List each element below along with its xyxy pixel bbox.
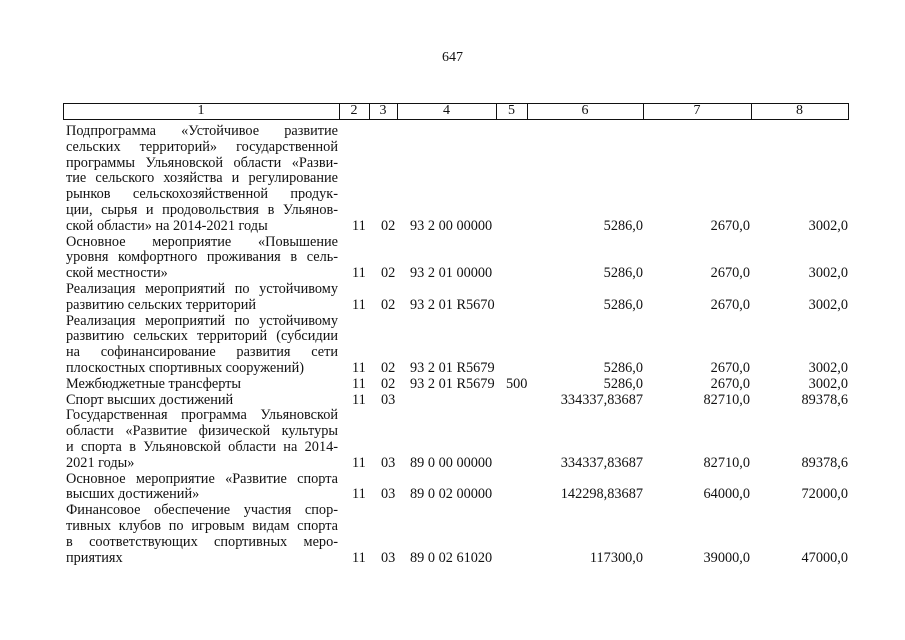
row-description	[66, 408, 338, 471]
page-number: 647	[442, 50, 463, 65]
header-col-2: 2	[350, 103, 358, 118]
table-body	[0, 124, 905, 566]
row-c2-cell: 11	[352, 265, 366, 282]
table-row	[0, 235, 905, 282]
table-row	[0, 503, 905, 566]
row-c8-cell: 3002,0	[808, 296, 848, 313]
row-c4-cell: 89 0 02 00000	[410, 486, 493, 503]
row-c6-cell: 334337,83687	[560, 454, 643, 471]
row-c6-cell: 5286,0	[603, 296, 643, 313]
row-c8-cell: 47000,0	[801, 549, 848, 566]
row-description-line: и спорта в Ульяновской области на 2014-	[66, 438, 338, 455]
row-c3-cell: 03	[381, 549, 396, 566]
row-c3-cell: 02	[381, 296, 396, 313]
row-description-line: Подпрограмма «Устойчивое развитие	[66, 123, 338, 139]
row-c6-cell: 142298,83687	[560, 486, 643, 503]
row-c7-cell: 82710,0	[703, 454, 750, 471]
row-description-line: Межбюджетные трансферты	[66, 375, 242, 392]
row-description-line: плоскостных спортивных сооружений)	[66, 359, 304, 376]
row-c8-cell: 3002,0	[808, 375, 848, 392]
row-description-line: приятиях	[66, 549, 123, 566]
row-c7-cell: 2670,0	[710, 217, 750, 234]
row-c2-cell: 11	[352, 486, 366, 503]
row-c2-cell: 11	[352, 359, 366, 376]
row-c8-cell: 3002,0	[808, 359, 848, 376]
row-description-line: 2021 годы»	[66, 454, 135, 471]
row-c6-cell: 117300,0	[589, 549, 643, 566]
row-c4-cell: 93 2 01 00000	[410, 265, 493, 282]
row-description-line: развитию сельских территорий (субсидии	[66, 328, 338, 345]
header-col-1: 1	[197, 103, 205, 118]
row-description	[66, 393, 338, 409]
row-description-line: на софинансирование развития сети	[66, 344, 338, 361]
row-c8-cell: 72000,0	[801, 486, 848, 503]
row-description-line: Реализация мероприятий по устойчивому	[66, 280, 338, 297]
row-description	[66, 472, 338, 504]
row-description-line: Государственная программа Ульяновской	[66, 407, 338, 424]
table-header	[63, 103, 849, 119]
row-description-line: программы Ульяновской области «Разви-	[66, 154, 338, 171]
header-col-5: 5	[508, 103, 515, 118]
table-row	[0, 314, 905, 377]
row-c2-cell: 11	[352, 454, 366, 471]
row-c3-cell: 03	[381, 486, 396, 503]
row-description-line: ской местности»	[66, 265, 168, 282]
row-description	[66, 314, 338, 377]
header-col-4: 4	[443, 103, 450, 118]
row-c5-cell: 500	[506, 375, 528, 392]
row-c7-cell: 82710,0	[703, 391, 750, 408]
row-description-line: сельских территорий» государственной	[66, 138, 338, 155]
row-c7-cell: 2670,0	[710, 375, 750, 392]
row-c8-cell: 89378,6	[801, 454, 848, 471]
row-description-line: в соответствующих спортивных меро-	[66, 533, 338, 550]
row-c2-cell: 11	[352, 391, 366, 408]
row-description-line: ской области» на 2014-2021 годы	[66, 217, 268, 234]
row-c6-cell: 5286,0	[603, 359, 643, 376]
row-description	[66, 503, 338, 566]
row-description-line: рынков сельскохозяйственной продук-	[66, 186, 338, 203]
table-row	[0, 377, 905, 393]
header-col-3: 3	[379, 103, 387, 118]
row-description-line: тие сельского хозяйства и регулирование	[66, 170, 338, 187]
row-c8-cell: 89378,6	[801, 391, 848, 408]
row-c3-cell: 02	[381, 217, 396, 234]
row-c2-cell: 11	[352, 549, 366, 566]
row-c3-cell: 02	[381, 375, 396, 392]
table-row	[0, 124, 905, 235]
header-col-6: 6	[581, 103, 589, 118]
row-c6-cell: 5286,0	[603, 265, 643, 282]
row-c4-cell: 89 0 00 00000	[410, 454, 493, 471]
header-col-7: 7	[693, 103, 701, 118]
row-description	[66, 282, 338, 314]
table-row	[0, 282, 905, 314]
table-row	[0, 393, 905, 409]
row-c4-cell: 93 2 01 R5679	[410, 359, 495, 376]
row-description-line: Основное мероприятие «Развитие спорта	[66, 470, 338, 487]
table-row	[0, 408, 905, 471]
row-description-line: Основное мероприятие «Повышение	[66, 233, 338, 250]
row-description	[66, 235, 338, 282]
row-description	[66, 124, 338, 235]
row-c7-cell: 39000,0	[703, 549, 750, 566]
row-c4-cell: 93 2 00 00000	[410, 217, 493, 234]
header-bottom-rule	[63, 119, 849, 120]
row-c4-cell: 93 2 01 R5679	[410, 375, 495, 392]
row-c2-cell: 11	[352, 296, 366, 313]
row-description-line: Финансовое обеспечение участия спор-	[66, 502, 338, 519]
row-c3-cell: 03	[381, 454, 396, 471]
row-c8-cell: 3002,0	[808, 265, 848, 282]
row-c3-cell: 02	[381, 359, 396, 376]
row-description-line: тивных клубов по игровым видам спорта	[66, 517, 338, 534]
row-description-line: Спорт высших достижений	[66, 391, 234, 408]
row-description	[66, 377, 338, 393]
row-description-line: ции, сырья и продовольствия в Ульянов-	[66, 201, 338, 218]
row-c7-cell: 2670,0	[710, 296, 750, 313]
row-c3-cell: 02	[381, 265, 396, 282]
row-description-line: области «Развитие физической культуры	[66, 423, 338, 440]
header-col-8: 8	[796, 103, 803, 118]
row-c6-cell: 5286,0	[603, 375, 643, 392]
row-c6-cell: 334337,83687	[560, 391, 643, 408]
row-c2-cell: 11	[352, 217, 366, 234]
row-c7-cell: 2670,0	[710, 359, 750, 376]
row-c3-cell: 03	[381, 391, 396, 408]
row-description-line: Реализация мероприятий по устойчивому	[66, 312, 338, 329]
row-c4-cell: 89 0 02 61020	[410, 549, 493, 566]
table-row	[0, 472, 905, 504]
row-c6-cell: 5286,0	[603, 217, 643, 234]
header-divider	[848, 103, 849, 120]
row-description-line: развитию сельских территорий	[66, 296, 257, 313]
row-description-line: высших достижений»	[66, 486, 200, 503]
row-c4-cell: 93 2 01 R5670	[410, 296, 495, 313]
row-description-line: уровня комфортного проживания в сель-	[66, 249, 338, 266]
row-c2-cell: 11	[352, 375, 366, 392]
row-c8-cell: 3002,0	[808, 217, 848, 234]
row-c7-cell: 2670,0	[710, 265, 750, 282]
row-c7-cell: 64000,0	[703, 486, 750, 503]
